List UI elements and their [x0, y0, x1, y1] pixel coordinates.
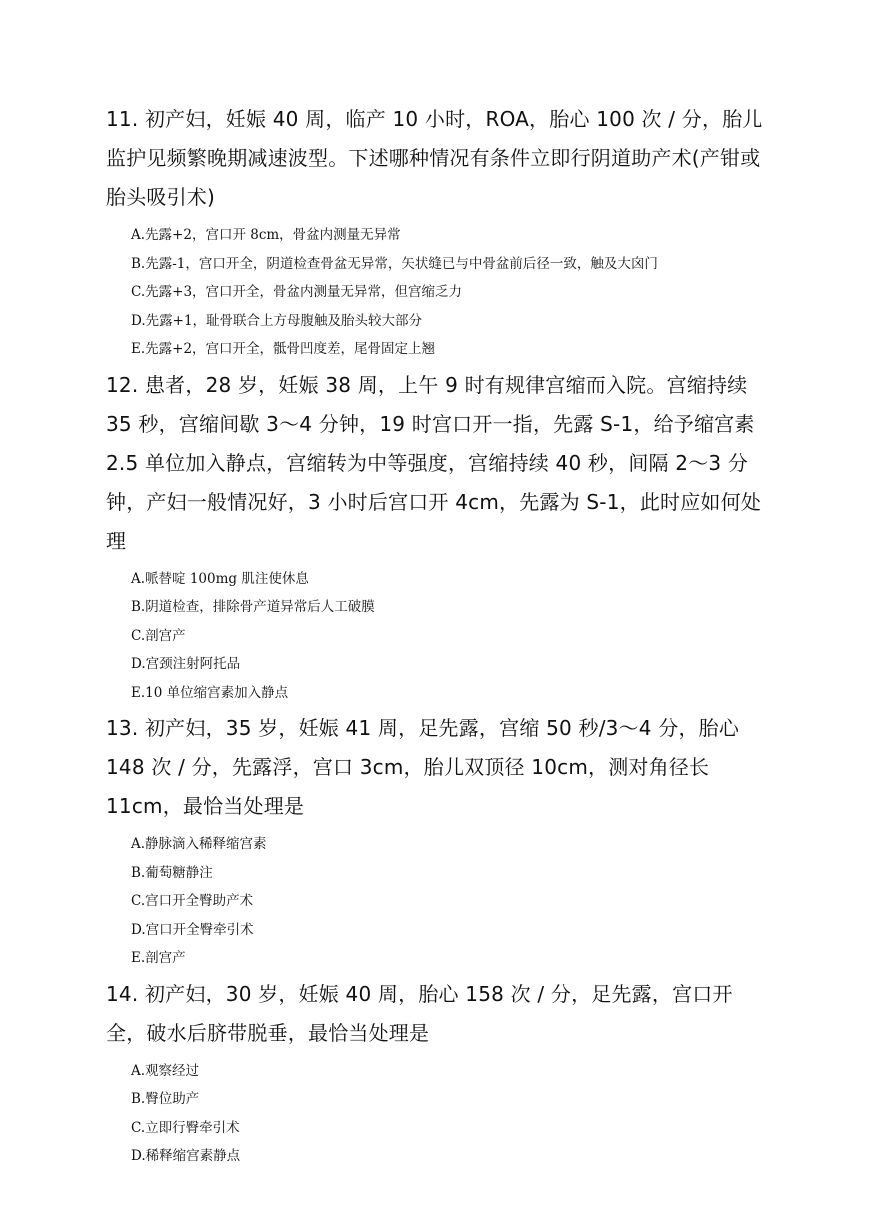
question-stem: 13. 初产妇，35 岁，妊娠 41 周，足先露，宫缩 50 秒/3～4 分，胎心 148 次 / 分，先露浮，宫口 3cm，胎儿双顶径 10cm，测对角径长 11cm，最恰当处理是: [106, 716, 740, 818]
option-list: [106, 565, 772, 708]
question-13: [106, 709, 772, 973]
option-a: A.观察经过: [131, 1062, 200, 1079]
option-a: A.哌替啶 100mg 肌注使休息: [131, 570, 309, 587]
option-e: E.剖宫产: [131, 950, 186, 966]
option-c: C.先露+3，宫口开全，骨盆内测量无异常，但宫缩乏力: [131, 284, 463, 300]
option-e: E.10 单位缩宫素加入静点: [131, 684, 289, 701]
option-b: B.臀位助产: [131, 1091, 200, 1107]
option-d: D.稀释缩宫素静点: [131, 1148, 241, 1164]
option-c: C.立即行臀牵引术: [131, 1119, 240, 1136]
option-c: C.剖宫产: [131, 627, 186, 644]
option-b: B.葡萄糖静注: [131, 864, 213, 881]
question-stem: 11. 初产妇，妊娠 40 周，临产 10 小时，ROA，胎心 100 次 / 分，胎儿监护见频繁晚期减速波型。下述哪种情况有条件立即行阴道助产术(产钳或胎头吸引术): [106, 107, 763, 209]
option-d: D.先露+1，耻骨联合上方母腹触及胎头较大部分: [131, 312, 423, 329]
question-11: [106, 100, 772, 364]
option-b: B.先露-1，宫口开全，阴道检查骨盆无异常，矢状缝已与中骨盆前后径一致，触及大囟门: [131, 255, 658, 272]
option-list: [106, 221, 772, 364]
option-a: A.静脉滴入稀释缩宫素: [131, 836, 267, 852]
option-list: [106, 830, 772, 973]
option-c: C.宫口开全臀助产术: [131, 893, 254, 909]
option-a: A.先露+2，宫口开 8cm，骨盆内测量无异常: [131, 227, 401, 243]
option-e: E.先露+2，宫口开全，骶骨凹度差，尾骨固定上翘: [131, 341, 436, 357]
question-list: [106, 100, 772, 1173]
question-14: [106, 975, 772, 1171]
question-12: [106, 366, 772, 708]
question-stem: 12. 患者，28 岁，妊娠 38 周，上午 9 时有规律宫缩而入院。宫缩持续 35 秒，宫缩间歇 3～4 分钟，19 时宫口开一指，先露 S-1，给予缩宫素 2.5 单位加入静点，宫缩转为中等强度，宫缩持续 40 秒，间隔 2～3 分钟，产妇一般情况好，3 小时后宫口开 4cm，先露为 S-1，此时应如何处理: [106, 372, 762, 553]
option-d: D.宫颈注射阿托品: [131, 656, 241, 672]
option-b: B.阴道检查，排除骨产道异常后人工破膜: [131, 599, 375, 615]
question-stem: 14. 初产妇，30 岁，妊娠 40 周，胎心 158 次 / 分，足先露，宫口开全，破水后脐带脱垂，最恰当处理是: [106, 981, 733, 1045]
option-list: [106, 1057, 772, 1171]
option-d: D.宫口开全臀牵引术: [131, 921, 254, 938]
